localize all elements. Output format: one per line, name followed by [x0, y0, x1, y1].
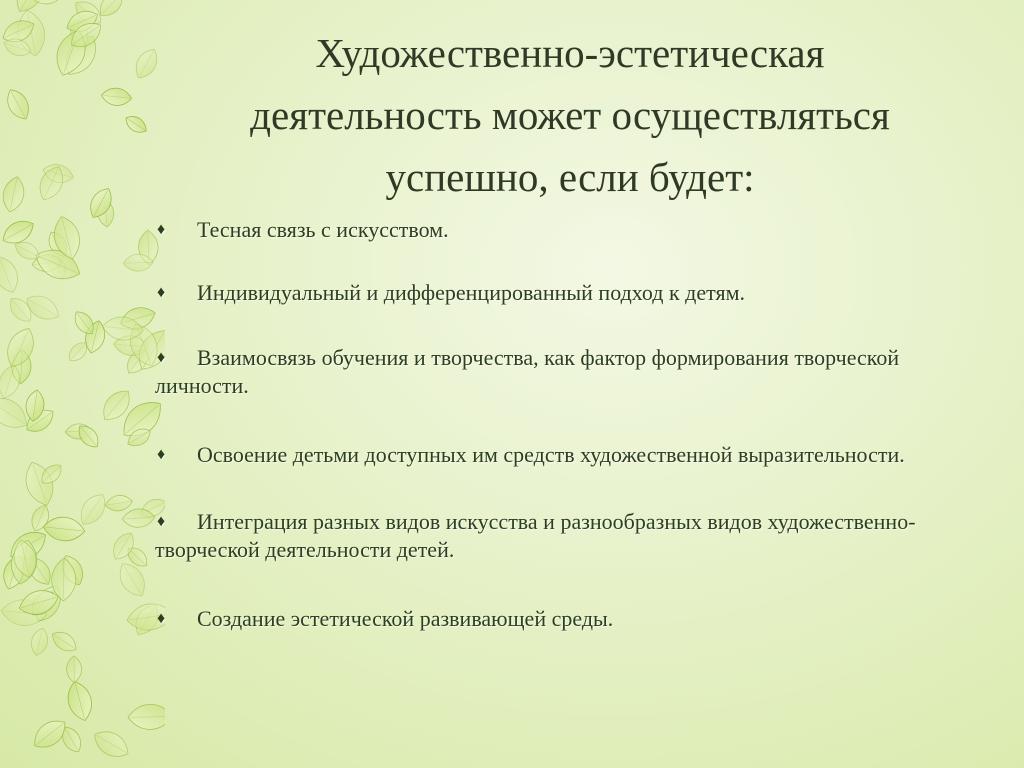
bullet-text: Интеграция разных видов искусства и разнообразных видов художественно-творческой деятельности детей.	[155, 509, 916, 562]
leaf-icon	[89, 725, 133, 763]
title-line-3: успешно, если будет:	[385, 154, 755, 200]
bullet-item-2	[155, 279, 985, 307]
bullet-list	[155, 216, 985, 633]
diamond-bullet-icon: ♦	[157, 446, 166, 463]
bullet-item-5	[155, 508, 985, 564]
bullet-item-6	[155, 605, 985, 633]
title-line-2: деятельность может осуществляться	[250, 92, 890, 138]
leaf-icon	[64, 679, 96, 724]
diamond-bullet-icon: ♦	[157, 349, 166, 366]
leaf-icon	[48, 627, 80, 656]
bullet-text: Взаимосвязь обучения и творчества, как фактор формирования творческой личности.	[155, 345, 900, 398]
diamond-bullet-icon: ♦	[157, 221, 166, 238]
leaf-icon	[75, 489, 112, 530]
leaf-icon	[122, 112, 150, 136]
leaf-icon	[29, 626, 51, 657]
leaf-icon	[42, 515, 86, 543]
leaf-icon	[0, 253, 23, 296]
bullet-item-4	[155, 441, 985, 469]
leaves-decoration	[0, 0, 165, 768]
bullet-item-1	[155, 216, 985, 244]
leaf-icon	[66, 656, 81, 683]
bullet-text: Тесная связь с искусством.	[197, 217, 449, 242]
leaf-icon	[0, 175, 27, 214]
leaf-icon	[100, 87, 132, 107]
title-line-1: Художественно-эстетическая	[315, 30, 825, 76]
leaf-icon	[104, 493, 133, 512]
bullet-item-3	[155, 344, 985, 400]
diamond-bullet-icon: ♦	[157, 513, 166, 530]
bullet-text: Освоение детьми доступных им средств художественной выразительности.	[197, 442, 905, 467]
leaf-icon	[128, 704, 165, 730]
bullet-text: Индивидуальный и дифференцированный подход к детям.	[197, 280, 745, 305]
slide-title	[150, 22, 990, 208]
bullet-text: Создание эстетической развивающей среды.	[197, 606, 614, 631]
leaf-icon	[2, 85, 34, 123]
diamond-bullet-icon: ♦	[157, 284, 166, 301]
diamond-bullet-icon: ♦	[157, 610, 166, 627]
